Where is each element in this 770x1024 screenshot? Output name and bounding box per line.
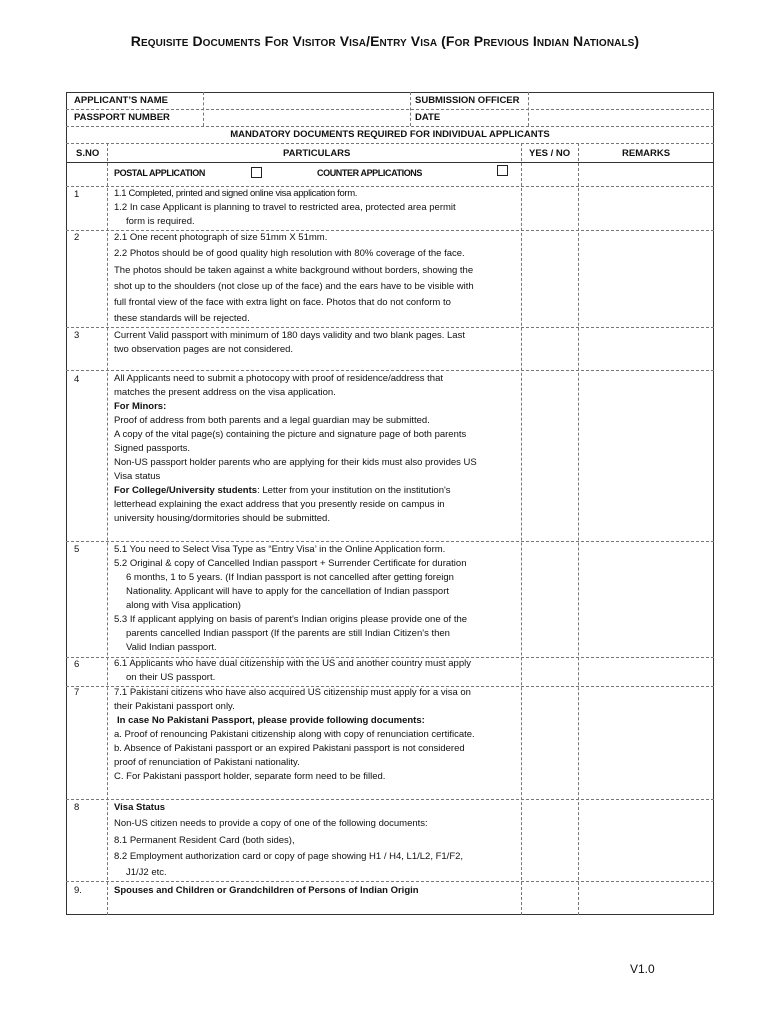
col-yes-no: YES / NO: [529, 148, 571, 159]
row-5-line: along with Visa application): [126, 600, 241, 611]
row-4-line: Non-US passport holder parents who are applying for their kids must also provides US: [114, 457, 477, 468]
row-4-line: Visa status: [114, 471, 161, 482]
col-sno: S.NO: [76, 148, 100, 159]
row-7-subheading: In case No Pakistani Passport, please provide following documents:: [117, 715, 425, 726]
row-8-line: J1/J2 etc.: [126, 867, 167, 879]
row-5-line: parents cancelled Indian passport (If the parents are still Indian Citizen's then: [126, 628, 450, 639]
row-8-line: 8.1 Permanent Resident Card (both sides),: [114, 834, 295, 846]
row-4-line: Signed passports.: [114, 443, 191, 454]
row-7-line: their Pakistani passport only.: [114, 701, 235, 712]
row-4-line: matches the present address on the visa application.: [114, 387, 336, 398]
row-6-line: on their US passport.: [126, 672, 216, 683]
row-5-line: 5.3 If applicant applying on basis of parent's Indian origins please provide one of the: [114, 614, 468, 625]
row-9-line: Spouses and Children or Grandchildren of Persons of Indian Origin: [114, 885, 419, 896]
row-9-sno: 9.: [74, 885, 82, 896]
applicant-name-label: APPLICANT’S NAME: [74, 95, 168, 106]
row-1-line: 1.1 Completed, printed and signed online visa application form.: [114, 188, 358, 199]
counter-applications-checkbox[interactable]: [497, 165, 508, 176]
submission-officer-field[interactable]: [529, 93, 713, 109]
passport-number-label: PASSPORT NUMBER: [74, 112, 170, 123]
row-6-line: 6.1 Applicants who have dual citizenship with the US and another country must apply: [114, 658, 471, 669]
row-9-particulars: [114, 884, 516, 898]
row-6-sno: 6: [74, 659, 80, 670]
row-7-line: proof of renunciation of Pakistani nationality.: [114, 757, 300, 768]
row-1-sno: 1: [74, 189, 80, 200]
row-5-line: 5.2 Original & copy of Cancelled Indian passport + Surrender Certificate for duration: [114, 558, 467, 569]
row-2-line: full frontal view of the face with extra light on face. Photos that do not conform to: [114, 297, 451, 309]
row-8-sno: 8: [74, 802, 80, 813]
row-2-line: 2.2 Photos should be of good quality high resolution with 80% coverage of the face.: [114, 248, 465, 260]
postal-application-label: POSTAL APPLICATION: [114, 168, 205, 178]
row-5-line: 6 months, 1 to 5 years. (If Indian passport is not cancelled after getting foreign: [126, 572, 454, 583]
row-7-particulars: [114, 686, 516, 784]
row-5-particulars: [114, 543, 516, 655]
row-7-line: b. Absence of Pakistani passport or an expired Pakistani passport is not considered: [114, 743, 465, 754]
row-4-subheading: For Minors:: [114, 401, 167, 412]
row-4-line: All Applicants need to submit a photocopy with proof of residence/address that: [114, 373, 444, 384]
row-7-line: 7.1 Pakistani citizens who have also acquired US citizenship must apply for a visa on: [114, 687, 471, 698]
row-5-line: Nationality. Applicant will have to apply for the cancellation of Indian passport: [126, 586, 450, 597]
version-label: V1.0: [630, 962, 655, 976]
row-1-line: form is required.: [126, 216, 195, 227]
row-3-sno: 3: [74, 330, 80, 341]
row-8-subheading: Visa Status: [114, 802, 166, 813]
row-3-line: two observation pages are not considered.: [114, 344, 294, 355]
col-remarks: REMARKS: [622, 148, 671, 159]
row-1-particulars: [114, 187, 516, 229]
row-4-line: university housing/dormitories should be submitted.: [114, 513, 330, 524]
row-8-particulars: [114, 800, 516, 881]
row-5-line: 5.1 You need to Select Visa Type as “Entry Visa’ in the Online Application form.: [114, 544, 446, 555]
row-2-line: shot up to the shoulders (not close up of the face) and the ears have to be visible with: [114, 280, 474, 292]
postal-application-checkbox[interactable]: [251, 167, 262, 178]
row-2-line: these standards will be rejected.: [114, 313, 250, 325]
date-field[interactable]: [529, 110, 713, 126]
row-7-line: C. For Pakistani passport holder, separate form need to be filled.: [114, 771, 386, 782]
row-3-particulars: [114, 329, 516, 357]
row-8-line: 8.2 Employment authorization card or copy of page showing H1 / H4, L1/L2, F1/F2,: [114, 850, 464, 862]
date-label: DATE: [415, 112, 441, 123]
counter-applications-label: COUNTER APPLICATIONS: [317, 168, 423, 178]
mandatory-heading: MANDATORY DOCUMENTS REQUIRED FOR INDIVIDUAL APPLICANTS: [230, 129, 550, 140]
row-6-particulars: [114, 657, 516, 685]
row-4-line: Proof of address from both parents and a legal guardian may be submitted.: [114, 415, 430, 426]
row-2-line: 2.1 One recent photograph of size 51mm X 51mm.: [114, 232, 328, 243]
row-7-line: a. Proof of renouncing Pakistani citizenship along with copy of renunciation certificate.: [114, 729, 475, 740]
row-1-line: 1.2 In case Applicant is planning to travel to restricted area, protected area permit: [114, 202, 456, 213]
row-4-sno: 4: [74, 374, 80, 385]
row-4-line: letterhead explaining the exact address that you presently reside on campus in: [114, 499, 445, 510]
row-2-sno: 2: [74, 232, 80, 243]
row-5-line: Valid Indian passport.: [126, 642, 217, 653]
row-4-particulars: [114, 372, 516, 526]
row-8-line: Non-US citizen needs to provide a copy of one of the following documents:: [114, 818, 428, 830]
row-4-line: For College/University students: Letter from your institution on the institution's: [114, 485, 451, 496]
row-2-line: The photos should be taken against a white background without borders, showing the: [114, 264, 474, 276]
submission-officer-label: SUBMISSION OFFICER: [415, 95, 520, 106]
row-7-sno: 7: [74, 687, 80, 698]
row-2-particulars: [114, 230, 516, 328]
passport-number-field[interactable]: [204, 110, 409, 126]
row-5-sno: 5: [74, 544, 80, 555]
col-particulars: PARTICULARS: [283, 148, 351, 159]
row-3-line: Current Valid passport with minimum of 180 days validity and two blank pages. Last: [114, 330, 465, 341]
applicant-name-field[interactable]: [204, 93, 409, 109]
row-4-line: A copy of the vital page(s) containing the picture and signature page of both parents: [114, 429, 467, 440]
page-title: Requisite Documents For Visitor Visa/Entry Visa (For Previous Indian Nationals): [130, 33, 640, 49]
